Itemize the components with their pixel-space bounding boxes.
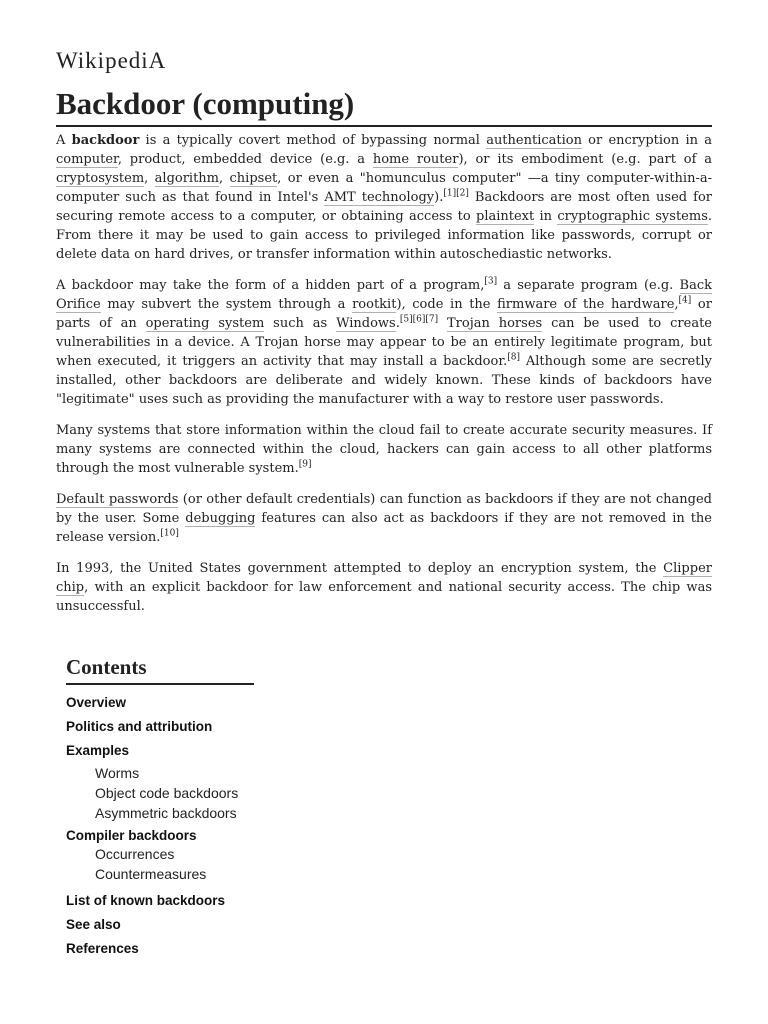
toc-item-see-also[interactable]: See also [66, 917, 121, 932]
citation-7[interactable]: [7] [425, 314, 439, 325]
toc-subitem-worms[interactable]: Worms [95, 765, 140, 781]
citation-1[interactable]: [1] [443, 188, 457, 199]
citation-9[interactable]: [9] [298, 459, 312, 470]
text: . [395, 316, 400, 331]
text: , or even a "homunculus computer" —a tiny computer-within-a-computer such as that found in Intel's [56, 171, 712, 205]
link-trojan-horses[interactable]: Trojan horses [446, 316, 543, 331]
link-windows[interactable]: Windows [336, 316, 396, 331]
link-chipset[interactable]: chipset [229, 171, 278, 186]
text: , [219, 171, 230, 186]
text: ), code in the [396, 297, 498, 312]
paragraph-clipper [56, 559, 712, 616]
text: can be used to create vulnerabilities in a device. A Trojan horse may appear to be an entirely legitimate program, but when executed, it triggers an activity that may install a backdoor. [56, 316, 712, 369]
text: Backdoors are most often used for securing remote access to a computer, or obtaining access to [56, 190, 712, 224]
text: , with an explicit backdoor for law enforcement and national security access. The chip was unsuccessful. [56, 580, 712, 614]
text: Many systems that store information within the cloud fail to create accurate security measures. If many systems are connected within the cloud, hackers can gain access to all other platforms through the most vulnerable system. [56, 423, 712, 476]
link-clipper-chip[interactable]: Clipper chip [56, 561, 712, 595]
text: (or other default credentials) can function as backdoors if they are not changed by the user. Some [56, 492, 712, 526]
text: ), or its embodiment (e.g. part of a [458, 152, 712, 167]
text: , product, embedded device (e.g. a [117, 152, 373, 167]
page-title: Backdoor (computing) [56, 84, 712, 127]
citation-6[interactable]: [6] [412, 314, 426, 325]
link-home-router[interactable]: home router [372, 152, 459, 167]
text: is a typically covert method of bypassing normal [139, 133, 487, 148]
link-authentication[interactable]: authentication [486, 133, 582, 148]
link-debugging[interactable]: debugging [185, 511, 256, 526]
text [438, 316, 447, 331]
text: a separate program (e.g. [497, 278, 680, 293]
toc-item-known-backdoors[interactable]: List of known backdoors [66, 893, 226, 908]
toc-subitem-object-code[interactable]: Object code backdoors [95, 785, 239, 801]
bold-term: backdoor [71, 133, 140, 148]
toc-item-compiler[interactable]: Compiler backdoors [66, 828, 197, 843]
toc-item-politics[interactable]: Politics and attribution [66, 719, 213, 734]
paragraph-intro [56, 131, 712, 264]
citation-8[interactable]: [8] [507, 352, 520, 363]
text: A [56, 133, 72, 148]
text: Although some are secretly installed, other backdoors are deliberate and widely known. These kinds of backdoors have "legitimate" uses such as providing the manufacturer with a way to restore user passwords. [56, 354, 712, 407]
citation-3[interactable]: [3] [484, 276, 498, 287]
text: In 1993, the United States government attempted to deploy an encryption system, the [56, 561, 664, 576]
link-firmware[interactable]: firmware of the hardware [497, 297, 675, 312]
link-rootkit[interactable]: rootkit [352, 297, 397, 312]
citation-4[interactable]: [4] [678, 295, 692, 306]
text: may subvert the system through a [100, 297, 353, 312]
wikipedia-wordmark[interactable]: WikipediA [56, 48, 167, 73]
link-computer[interactable]: computer [56, 152, 118, 167]
link-cryptographic-systems[interactable]: cryptographic systems [557, 209, 708, 224]
text: , [144, 171, 155, 186]
text: or parts of an [56, 297, 712, 331]
link-cryptosystem[interactable]: cryptosystem [56, 171, 145, 186]
article-body [56, 131, 712, 628]
text: or encryption in a [581, 133, 712, 148]
paragraph-cloud [56, 421, 712, 478]
table-of-contents [66, 652, 254, 961]
link-back-orifice[interactable]: Back Orifice [56, 278, 712, 312]
citation-10[interactable]: [10] [160, 528, 179, 539]
link-amt-technology[interactable]: AMT technology [324, 190, 435, 205]
paragraph-default-passwords [56, 490, 712, 547]
text: . From there it may be used to gain access to privileged information like passwords, corrupt or delete data on hard drives, or transfer information within autoschediastic networks. [56, 209, 713, 262]
text: in [534, 209, 558, 224]
toc-item-references[interactable]: References [66, 941, 139, 956]
link-default-passwords[interactable]: Default passwords [56, 492, 179, 507]
toc-item-overview[interactable]: Overview [66, 695, 127, 710]
text: ). [434, 190, 444, 205]
toc-item-examples[interactable]: Examples [66, 743, 130, 758]
toc-subitem-occurrences[interactable]: Occurrences [95, 846, 175, 862]
toc-title: Contents [66, 652, 254, 685]
text: features can also act as backdoors if they are not removed in the release version. [56, 511, 712, 545]
toc-subitem-asymmetric[interactable]: Asymmetric backdoors [95, 805, 237, 821]
citation-2[interactable]: [2] [456, 188, 469, 199]
link-plaintext[interactable]: plaintext [476, 209, 535, 224]
toc-subitem-countermeasures[interactable]: Countermeasures [95, 866, 207, 882]
link-operating-system[interactable]: operating system [145, 316, 265, 331]
paragraph-forms [56, 276, 712, 409]
citation-5[interactable]: [5] [399, 314, 413, 325]
text: A backdoor may take the form of a hidden part of a program, [56, 278, 485, 293]
text: such as [264, 316, 337, 331]
text: , [674, 297, 679, 312]
link-algorithm[interactable]: algorithm [154, 171, 220, 186]
